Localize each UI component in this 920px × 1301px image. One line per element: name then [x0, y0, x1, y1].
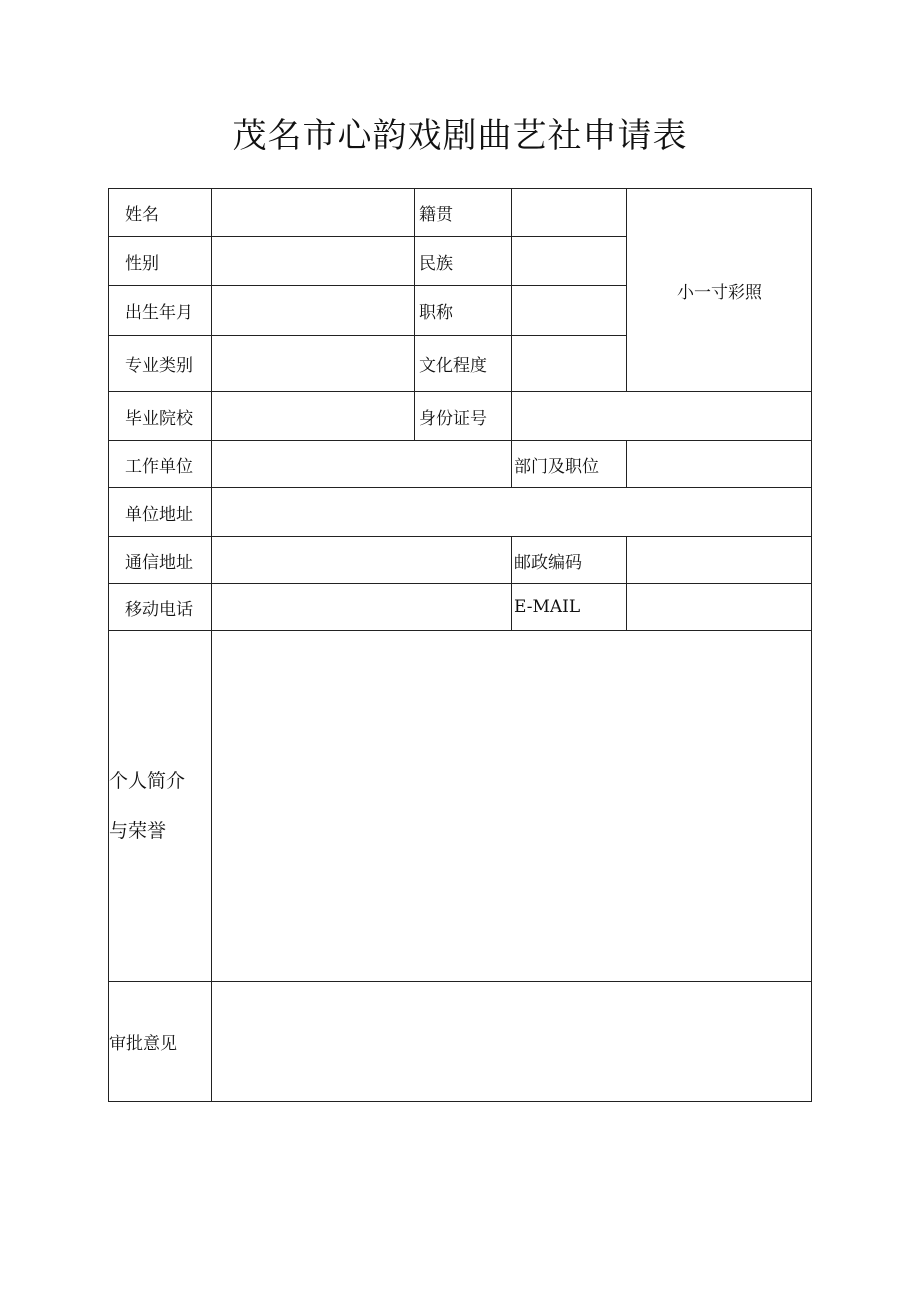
gender-input-cell[interactable]	[212, 237, 415, 286]
email-label: E-MAIL	[512, 584, 627, 631]
employer-address-input-cell[interactable]	[212, 488, 812, 537]
birth-input-cell[interactable]	[212, 286, 415, 336]
application-form-table	[108, 188, 812, 1102]
gender-label: 性别	[109, 237, 212, 286]
postcode-label: 邮政编码	[512, 537, 627, 584]
approval-input-cell[interactable]	[212, 982, 812, 1101]
name-label: 姓名	[109, 189, 212, 237]
ethnicity-label: 民族	[415, 237, 512, 286]
bio-label	[109, 631, 212, 982]
id-number-label: 身份证号	[415, 392, 512, 441]
id-number-input-cell[interactable]	[512, 392, 812, 441]
email-input-cell[interactable]	[627, 584, 812, 631]
postcode-input-cell[interactable]	[627, 537, 812, 584]
major-input-cell[interactable]	[212, 336, 415, 392]
department-input-cell[interactable]	[627, 441, 812, 488]
mobile-label: 移动电话	[109, 584, 212, 631]
approval-label: 审批意见	[109, 982, 212, 1101]
native-place-input-cell[interactable]	[512, 189, 627, 237]
major-label: 专业类别	[109, 336, 212, 392]
name-input-cell[interactable]	[212, 189, 415, 237]
job-title-input-cell[interactable]	[512, 286, 627, 336]
birth-label: 出生年月	[109, 286, 212, 336]
photo-box[interactable]	[627, 189, 812, 392]
job-title-label: 职称	[415, 286, 512, 336]
mobile-input-cell[interactable]	[212, 584, 512, 631]
native-place-label: 籍贯	[415, 189, 512, 237]
bio-label-line2: 与荣誉	[109, 820, 167, 842]
school-label: 毕业院校	[109, 392, 212, 441]
ethnicity-input-cell[interactable]	[512, 237, 627, 286]
employer-address-label: 单位地址	[109, 488, 212, 537]
bio-input-cell[interactable]	[212, 631, 812, 982]
education-input-cell[interactable]	[512, 336, 627, 392]
page-title: 茂名市心韵戏剧曲艺社申请表	[232, 116, 688, 156]
photo-label: 小一寸彩照	[677, 282, 762, 303]
education-label: 文化程度	[415, 336, 512, 392]
bio-label-line1: 个人简介	[109, 770, 186, 792]
mail-address-input-cell[interactable]	[212, 537, 512, 584]
employer-input-cell[interactable]	[212, 441, 512, 488]
employer-label: 工作单位	[109, 441, 212, 488]
school-input-cell[interactable]	[212, 392, 415, 441]
mail-address-label: 通信地址	[109, 537, 212, 584]
department-label: 部门及职位	[512, 441, 627, 488]
